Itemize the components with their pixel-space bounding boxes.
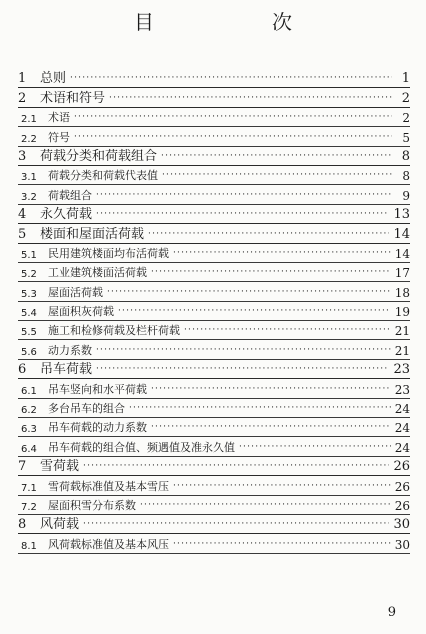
- toc-entry-page: 2: [402, 111, 410, 126]
- toc-entry-number: 7: [18, 459, 27, 475]
- toc-section-row[interactable]: [18, 282, 410, 301]
- toc-entry-title: 荷载组合: [48, 188, 92, 202]
- toc-section-row[interactable]: [18, 496, 410, 515]
- toc-entry-title: 吊车荷载: [40, 362, 93, 378]
- toc-chapter-row[interactable]: [18, 515, 410, 534]
- dot-leader: [162, 171, 392, 180]
- toc-entry-title: 风荷载标准值及基本风压: [48, 537, 169, 551]
- toc-section-row[interactable]: [18, 166, 410, 185]
- toc-entry-page: 5: [402, 130, 410, 145]
- toc-entry-number: 5.1: [21, 249, 37, 261]
- toc-entry-number: 5.5: [21, 327, 37, 339]
- dot-leader: [96, 346, 391, 355]
- dot-leader: [161, 152, 392, 161]
- toc-section-row[interactable]: [18, 340, 410, 359]
- toc-section-row[interactable]: [18, 263, 410, 282]
- toc-entry-page: 13: [393, 207, 410, 223]
- dot-leader: [129, 404, 391, 413]
- toc-entry-number: 2.1: [21, 114, 37, 126]
- toc-entry-number: 5.2: [21, 269, 37, 281]
- toc-entry-page: 26: [394, 498, 410, 513]
- toc-entry-number: 1: [18, 71, 27, 87]
- table-of-contents: [18, 69, 410, 554]
- toc-entry-number: 7.2: [21, 501, 37, 513]
- toc-entry-page: 18: [394, 285, 410, 300]
- toc-entry-title: 吊车荷载的组合值、频遇值及准永久值: [48, 440, 235, 454]
- toc-entry-number: 7.1: [21, 482, 37, 494]
- toc-entry-page: 21: [394, 343, 410, 358]
- toc-entry-number: 6.1: [21, 385, 37, 397]
- toc-entry-title: 多台吊车的组合: [48, 402, 125, 416]
- toc-chapter-row[interactable]: [18, 69, 410, 88]
- toc-entry-page: 2: [401, 90, 410, 106]
- toc-entry-page: 9: [402, 188, 410, 203]
- toc-entry-number: 5.4: [21, 308, 37, 320]
- toc-entry-page: 14: [394, 246, 410, 261]
- toc-section-row[interactable]: [18, 108, 410, 127]
- dot-leader: [173, 482, 391, 491]
- dot-leader: [96, 191, 392, 200]
- toc-entry-number: 5: [18, 226, 27, 242]
- toc-chapter-row[interactable]: [18, 224, 410, 243]
- dot-leader: [96, 365, 389, 374]
- toc-entry-number: 2.2: [21, 133, 37, 145]
- toc-entry-title: 屋面活荷载: [48, 285, 103, 299]
- toc-entry-number: 6: [18, 362, 27, 378]
- toc-entry-title: 动力系数: [48, 343, 92, 357]
- toc-entry-page: 23: [394, 382, 410, 397]
- toc-entry-page: 26: [394, 479, 410, 494]
- toc-section-row[interactable]: [18, 437, 410, 456]
- toc-entry-title: 屋面积灰荷载: [48, 305, 114, 319]
- toc-chapter-row[interactable]: [18, 88, 410, 107]
- toc-entry-page: 26: [393, 459, 410, 475]
- toc-chapter-row[interactable]: [18, 147, 410, 166]
- dot-leader: [70, 74, 392, 83]
- toc-entry-title: 术语: [48, 111, 70, 125]
- toc-entry-page: 17: [394, 266, 410, 281]
- toc-entry-title: 吊车荷载的动力系数: [48, 421, 147, 435]
- toc-section-row[interactable]: [18, 321, 410, 340]
- toc-entry-number: 5.6: [21, 346, 37, 358]
- toc-entry-page: 8: [401, 148, 410, 164]
- toc-entry-title: 总则: [40, 71, 67, 87]
- dot-leader: [96, 210, 389, 219]
- toc-section-row[interactable]: [18, 185, 410, 204]
- toc-entry-number: 8: [18, 517, 27, 533]
- toc-section-row[interactable]: [18, 379, 410, 398]
- toc-section-row[interactable]: [18, 418, 410, 437]
- toc-entry-number: 3.1: [21, 172, 37, 184]
- toc-entry-number: 5.3: [21, 288, 37, 300]
- toc-section-row[interactable]: [18, 244, 410, 263]
- dot-leader: [83, 462, 389, 471]
- toc-chapter-row[interactable]: [18, 205, 410, 224]
- dot-leader: [107, 288, 391, 297]
- dot-leader: [239, 443, 391, 452]
- toc-section-row[interactable]: [18, 476, 410, 495]
- toc-entry-title: 符号: [48, 130, 70, 144]
- dot-leader: [173, 540, 391, 549]
- toc-entry-title: 雪荷载标准值及基本雪压: [48, 479, 169, 493]
- toc-entry-title: 民用建筑楼面均布活荷载: [48, 246, 169, 260]
- toc-entry-page: 23: [393, 362, 410, 378]
- toc-entry-number: 6.4: [21, 443, 37, 455]
- toc-entry-page: 24: [394, 421, 410, 436]
- dot-leader: [184, 326, 391, 335]
- toc-entry-number: 3.2: [21, 191, 37, 203]
- toc-entry-title: 永久荷载: [40, 207, 93, 223]
- dot-leader: [74, 113, 392, 122]
- toc-entry-page: 24: [394, 402, 410, 417]
- toc-entry-page: 30: [393, 517, 410, 533]
- dot-leader: [83, 520, 389, 529]
- toc-entry-title: 雪荷载: [40, 459, 80, 475]
- toc-entry-page: 14: [393, 226, 410, 242]
- toc-section-row[interactable]: [18, 399, 410, 418]
- toc-entry-title: 术语和符号: [40, 90, 106, 106]
- toc-chapter-row[interactable]: [18, 457, 410, 476]
- toc-entry-title: 荷载分类和荷载代表值: [48, 169, 158, 183]
- toc-chapter-row[interactable]: [18, 360, 410, 379]
- toc-entry-page: 24: [394, 440, 410, 455]
- toc-entry-title: 施工和检修荷载及栏杆荷载: [48, 324, 180, 338]
- toc-entry-number: 3: [18, 148, 27, 164]
- toc-entry-title: 屋面积雪分布系数: [48, 498, 136, 512]
- toc-entry-page: 19: [394, 305, 410, 320]
- dot-leader: [151, 385, 391, 394]
- dot-leader: [140, 501, 391, 510]
- toc-entry-title: 荷载分类和荷载组合: [40, 148, 158, 164]
- page-title: 目 次: [134, 10, 318, 34]
- dot-leader: [173, 249, 391, 258]
- dot-leader: [151, 423, 391, 432]
- toc-entry-title: 风荷载: [40, 517, 80, 533]
- toc-entry-page: 1: [401, 71, 410, 87]
- toc-entry-page: 30: [394, 537, 410, 552]
- dot-leader: [148, 230, 389, 239]
- toc-entry-number: 6.3: [21, 424, 37, 436]
- toc-section-row[interactable]: [18, 534, 410, 553]
- toc-section-row[interactable]: [18, 302, 410, 321]
- page-number: 9: [387, 605, 396, 620]
- toc-entry-number: 6.2: [21, 405, 37, 417]
- dot-leader: [109, 94, 392, 103]
- toc-entry-number: 2: [18, 90, 27, 106]
- dot-leader: [151, 268, 391, 277]
- dot-leader: [118, 307, 391, 316]
- toc-entry-page: 8: [402, 169, 410, 184]
- toc-section-row[interactable]: [18, 127, 410, 146]
- toc-entry-title: 楼面和屋面活荷载: [40, 226, 145, 242]
- toc-entry-title: 工业建筑楼面活荷载: [48, 266, 147, 280]
- toc-entry-page: 21: [394, 324, 410, 339]
- toc-entry-number: 8.1: [21, 540, 37, 552]
- toc-entry-number: 4: [18, 207, 27, 223]
- dot-leader: [74, 133, 392, 142]
- toc-entry-title: 吊车竖向和水平荷载: [48, 382, 147, 396]
